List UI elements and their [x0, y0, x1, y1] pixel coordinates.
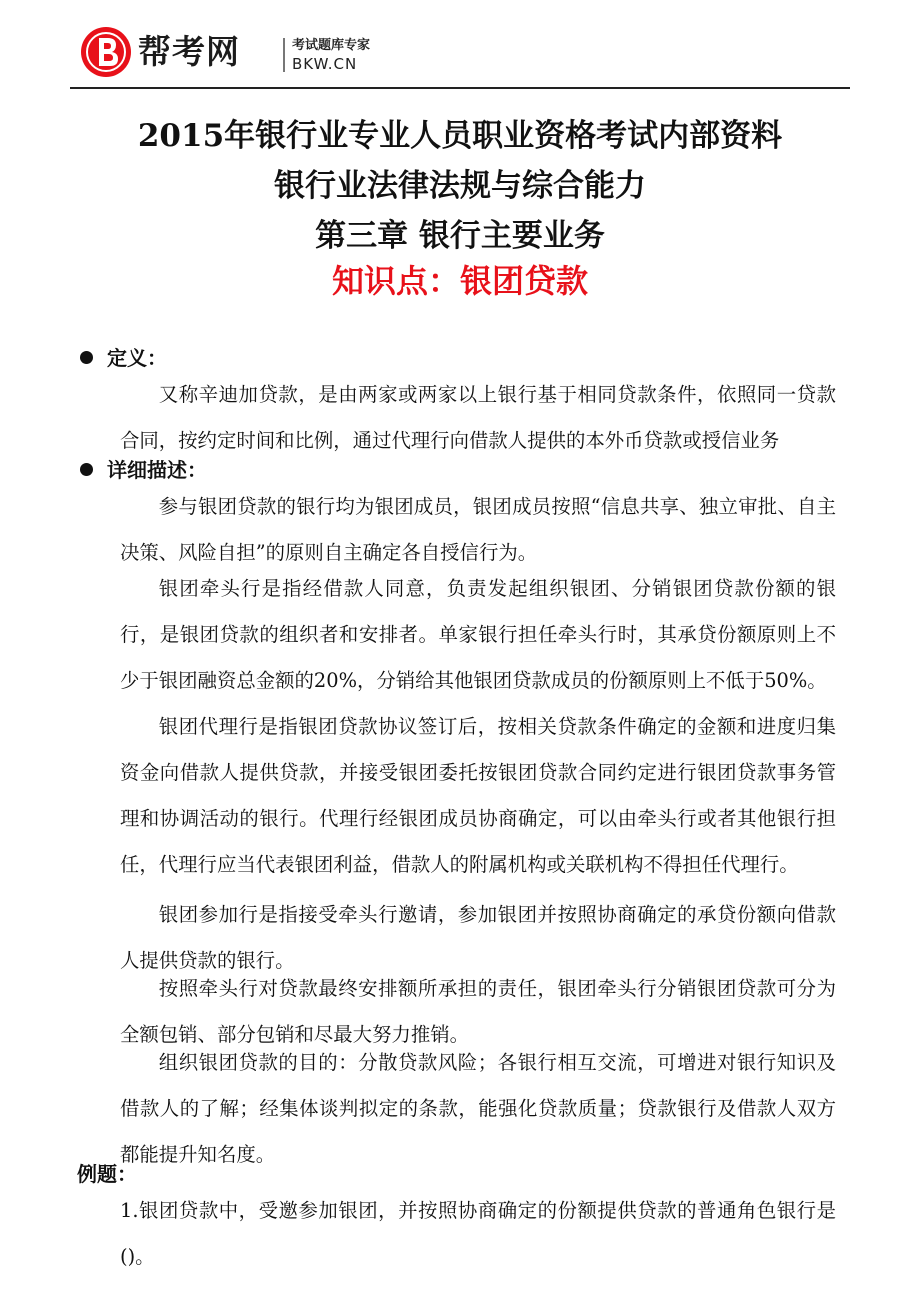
subject-title: 银行业法律法规与综合能力 [274, 168, 646, 204]
detail-paragraph-3: 银团代理行是指银团贷款协议签订后，按相关贷款条件确定的金额和进度归集资金向借款人提供贷款，并接受银团委托按银团贷款合同约定进行银团贷款事务管理和协调活动的银行。代理行经银团成员协商确定，可以由牵头行或者其他银行担任，代理行应当代表银团利益，借款人的附属机构或关联机构不得担任代理行。 [120, 715, 836, 876]
detail-paragraph-2: 银团牵头行是指经借款人同意，负责发起组织银团、分销银团贷款份额的银行，是银团贷款的组织者和安排者。单家银行担任牵头行时，其承贷份额原则上不少于银团融资总金额的20%，分销给其他银团贷款成员的份额原则上不低于50%。 [120, 577, 836, 692]
example-question-1: 1.银团贷款中，受邀参加银团，并按照协商确定的份额提供贷款的普通角色银行是()。 [120, 1199, 836, 1268]
detail-paragraph-5: 按照牵头行对贷款最终安排额所承担的责任，银团牵头行分销银团贷款可分为全额包销、部分包销和尽最大努力推销。 [120, 977, 836, 1046]
bullet-icon [80, 463, 93, 476]
document-title: 2015年银行业专业人员职业资格考试内部资料 [137, 118, 783, 154]
chapter-title: 第三章 银行主要业务 [315, 218, 605, 254]
page-header [80, 24, 850, 88]
detail-paragraph-4: 银团参加行是指接受牵头行邀请，参加银团并按照协商确定的承贷份额向借款人提供贷款的银行。 [120, 903, 836, 972]
brand-domain: BKW.CN [292, 55, 358, 73]
details-heading: 详细描述： [80, 458, 207, 482]
header-rule [70, 87, 850, 89]
brand-slogan: 考试题库专家 [292, 38, 371, 53]
detail-paragraph-1: 参与银团贷款的银行均为银团成员，银团成员按照“信息共享、独立审批、自主决策、风险自担”的原则自主确定各自授信行为。 [120, 495, 836, 564]
header-divider [283, 38, 285, 72]
definition-heading: 定义： [80, 346, 167, 370]
brand-name: 帮考网 [138, 32, 240, 71]
bullet-icon [80, 351, 93, 364]
definition-paragraph: 又称辛迪加贷款，是由两家或两家以上银行基于相同贷款条件，依照同一贷款合同，按约定时间和比例，通过代理行向借款人提供的本外币贷款或授信业务 [120, 383, 836, 452]
detail-paragraph-6: 组织银团贷款的目的：分散贷款风险；各银行相互交流，可增进对银行知识及借款人的了解；经集体谈判拟定的条款，能强化贷款质量；贷款银行及借款人双方都能提升知名度。 [120, 1051, 836, 1166]
brand-logo-icon [80, 26, 132, 78]
examples-heading: 例题： [77, 1162, 137, 1186]
knowledge-point-title: 知识点：银团贷款 [331, 262, 588, 300]
